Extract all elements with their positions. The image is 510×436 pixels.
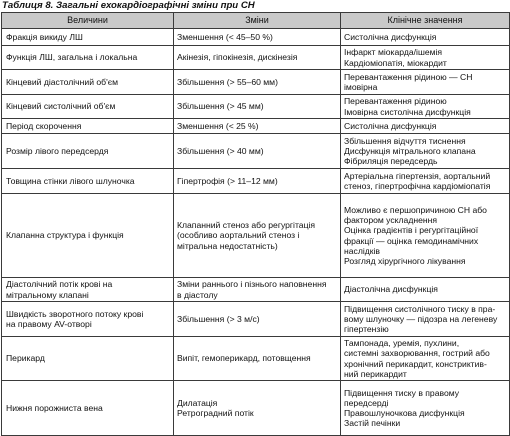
clinical-meaning-cell xyxy=(341,46,510,70)
parameter-cell xyxy=(2,169,174,194)
cell-text-line: Збільшення (> 3 м/с) xyxy=(177,313,260,324)
cell-text-line: Оцінка градієнтів і регургітаційної xyxy=(344,225,479,236)
cell-text-line: Кінцевий діастолічний об'єм xyxy=(6,76,119,87)
cell-text-line: мітральна недостатність) xyxy=(177,240,278,251)
change-cell xyxy=(174,337,341,381)
change-cell xyxy=(174,134,341,169)
change-cell xyxy=(174,194,341,278)
cell-text-line: Зменшення (< 45–50 %) xyxy=(177,31,273,42)
cell-text-line: Ретроградний потік xyxy=(177,408,254,418)
cell-text-line: системні захворювання, гострий або xyxy=(344,348,490,359)
cell-text-line: Діастолічна дисфункція xyxy=(344,284,438,295)
cell-text-line: Збільшення (> 45 мм) xyxy=(177,101,264,112)
cell-text-line: Збільшення (> 55–60 мм) xyxy=(177,76,278,87)
cell-text-line: Можливо є першопричиною СН або xyxy=(344,204,487,215)
table-row xyxy=(2,134,510,169)
cell-text-line: Збільшення (> 40 мм) xyxy=(177,145,264,156)
cell-text-line: Застій печінки xyxy=(344,418,401,429)
cell-text-line: Правошлуночкова дисфункція xyxy=(344,408,465,418)
cell-text-line: Випіт, гемоперикард, потовщення xyxy=(177,353,311,364)
header-parameters: Величини xyxy=(2,13,174,29)
table-row xyxy=(2,278,510,302)
table-row xyxy=(2,119,510,134)
parameter-cell xyxy=(2,29,174,46)
clinical-meaning-cell xyxy=(341,119,510,134)
cell-text-line: Систолічна дисфункція xyxy=(344,31,437,42)
table-caption: Таблиця 8. Загальні ехокардіографічні зміни при СН xyxy=(2,0,255,11)
change-cell xyxy=(174,119,341,134)
table-row xyxy=(2,194,510,278)
change-cell xyxy=(174,278,341,302)
change-cell xyxy=(174,302,341,337)
clinical-meaning-cell xyxy=(341,169,510,194)
cell-text-line: Перикард xyxy=(6,353,45,364)
cell-text-line: Дисфункція мітрального клапана xyxy=(344,145,476,156)
echo-changes-table xyxy=(1,12,510,436)
clinical-meaning-cell xyxy=(341,95,510,119)
table-row xyxy=(2,337,510,381)
cell-text-line: Артеріальна гіпертензія, аортальний xyxy=(344,170,491,181)
table-row xyxy=(2,46,510,70)
parameter-cell xyxy=(2,337,174,381)
clinical-meaning-cell xyxy=(341,337,510,381)
header-clinical-meaning: Клінічне значення xyxy=(341,13,510,29)
cell-text-line: Клапанна структура і функція xyxy=(6,230,124,241)
header-changes: Зміни xyxy=(174,13,341,29)
change-cell xyxy=(174,70,341,95)
cell-text-line: на правому AV-отворі xyxy=(6,319,92,329)
parameter-cell xyxy=(2,381,174,436)
cell-text-line: наслідків xyxy=(344,245,380,256)
clinical-meaning-cell xyxy=(341,381,510,436)
cell-text-line: гіпертензію xyxy=(344,324,389,335)
cell-text-line: Фібриляція передсердь xyxy=(344,156,438,167)
cell-text-line: Перевантаження рідиною xyxy=(344,96,447,107)
clinical-meaning-cell xyxy=(341,29,510,46)
cell-text-line: Функція ЛШ, загальна і локальна xyxy=(6,52,138,63)
parameter-cell xyxy=(2,302,174,337)
clinical-meaning-cell xyxy=(341,194,510,278)
cell-text-line: Кардіоміопатія, міокардит xyxy=(344,57,447,68)
table-row xyxy=(2,70,510,95)
cell-text-line: Імовірна систолічна дисфункція xyxy=(344,106,471,117)
parameter-cell xyxy=(2,46,174,70)
cell-text-line: Розмір лівого передсердя xyxy=(6,145,109,156)
cell-text-line: імовірна xyxy=(344,82,378,92)
change-cell xyxy=(174,46,341,70)
parameter-cell xyxy=(2,119,174,134)
cell-text-line: Перевантаження рідиною — СН xyxy=(344,71,473,82)
parameter-cell xyxy=(2,134,174,169)
table-header-row xyxy=(2,13,510,29)
cell-text-line: Збільшення відчуття тиснення xyxy=(344,135,466,146)
clinical-meaning-cell xyxy=(341,134,510,169)
cell-text-line: мітральному клапані xyxy=(6,289,89,300)
cell-text-line: Підвищення тиску в правому xyxy=(344,387,460,398)
cell-text-line: Клапанний стеноз або регургітація xyxy=(177,220,316,231)
parameter-cell xyxy=(2,70,174,95)
table-row xyxy=(2,169,510,194)
parameter-cell xyxy=(2,95,174,119)
clinical-meaning-cell xyxy=(341,70,510,95)
table-row xyxy=(2,302,510,337)
cell-text-line: Нижня порожниста вена xyxy=(6,402,103,413)
cell-text-line: Тампонада, уремія, пухлини, xyxy=(344,338,460,349)
table-row xyxy=(2,29,510,46)
cell-text-line: стеноз, гіпертрофічна кардіоміопатія xyxy=(344,181,491,191)
parameter-cell xyxy=(2,278,174,302)
cell-text-line: Зменшення (< 25 %) xyxy=(177,120,259,131)
cell-text-line: передсерді xyxy=(344,397,389,408)
cell-text-line: ний перикардит xyxy=(344,368,407,379)
cell-text-line: Товщина стінки лівого шлуночка xyxy=(6,175,135,186)
change-cell xyxy=(174,169,341,194)
cell-text-line: вому шлуночку — підозра на легеневу xyxy=(344,313,498,324)
cell-text-line: хронічний перикардит, констриктив- xyxy=(344,358,487,369)
cell-text-line: Діастолічний потік крові на xyxy=(6,279,113,290)
parameter-cell xyxy=(2,194,174,278)
cell-text-line: фактором ускладнення xyxy=(344,215,438,226)
clinical-meaning-cell xyxy=(341,278,510,302)
cell-text-line: Період скорочення xyxy=(6,120,82,131)
cell-text-line: в діастолу xyxy=(177,289,218,300)
cell-text-line: Зміни раннього і пізнього наповнення xyxy=(177,279,327,290)
cell-text-line: фракції — оцінка гемодинамічних xyxy=(344,235,479,246)
cell-text-line: Акінезія, гіпокінезія, дискінезія xyxy=(177,52,298,63)
cell-text-line: (особливо аортальний стеноз і xyxy=(177,230,300,241)
cell-text-line: Фракція викиду ЛШ xyxy=(6,31,83,42)
cell-text-line: Систолічна дисфункція xyxy=(344,120,437,131)
cell-text-line: Розгляд хірургічного лікування xyxy=(344,255,466,266)
clinical-meaning-cell xyxy=(341,302,510,337)
cell-text-line: Підвищення систолічного тиску в пра- xyxy=(344,303,496,314)
change-cell xyxy=(174,95,341,119)
table-row xyxy=(2,381,510,436)
cell-text-line: Швидкість зворотного потоку крові xyxy=(6,308,144,319)
cell-text-line: Дилатація xyxy=(177,397,218,408)
cell-text-line: Гіпертрофія (> 11–12 мм) xyxy=(177,175,278,186)
change-cell xyxy=(174,29,341,46)
cell-text-line: Кінцевий систолічний об'єм xyxy=(6,101,116,112)
cell-text-line: Інфаркт міокарда/ішемія xyxy=(344,47,443,58)
table-row xyxy=(2,95,510,119)
change-cell xyxy=(174,381,341,436)
table-body xyxy=(2,29,510,436)
